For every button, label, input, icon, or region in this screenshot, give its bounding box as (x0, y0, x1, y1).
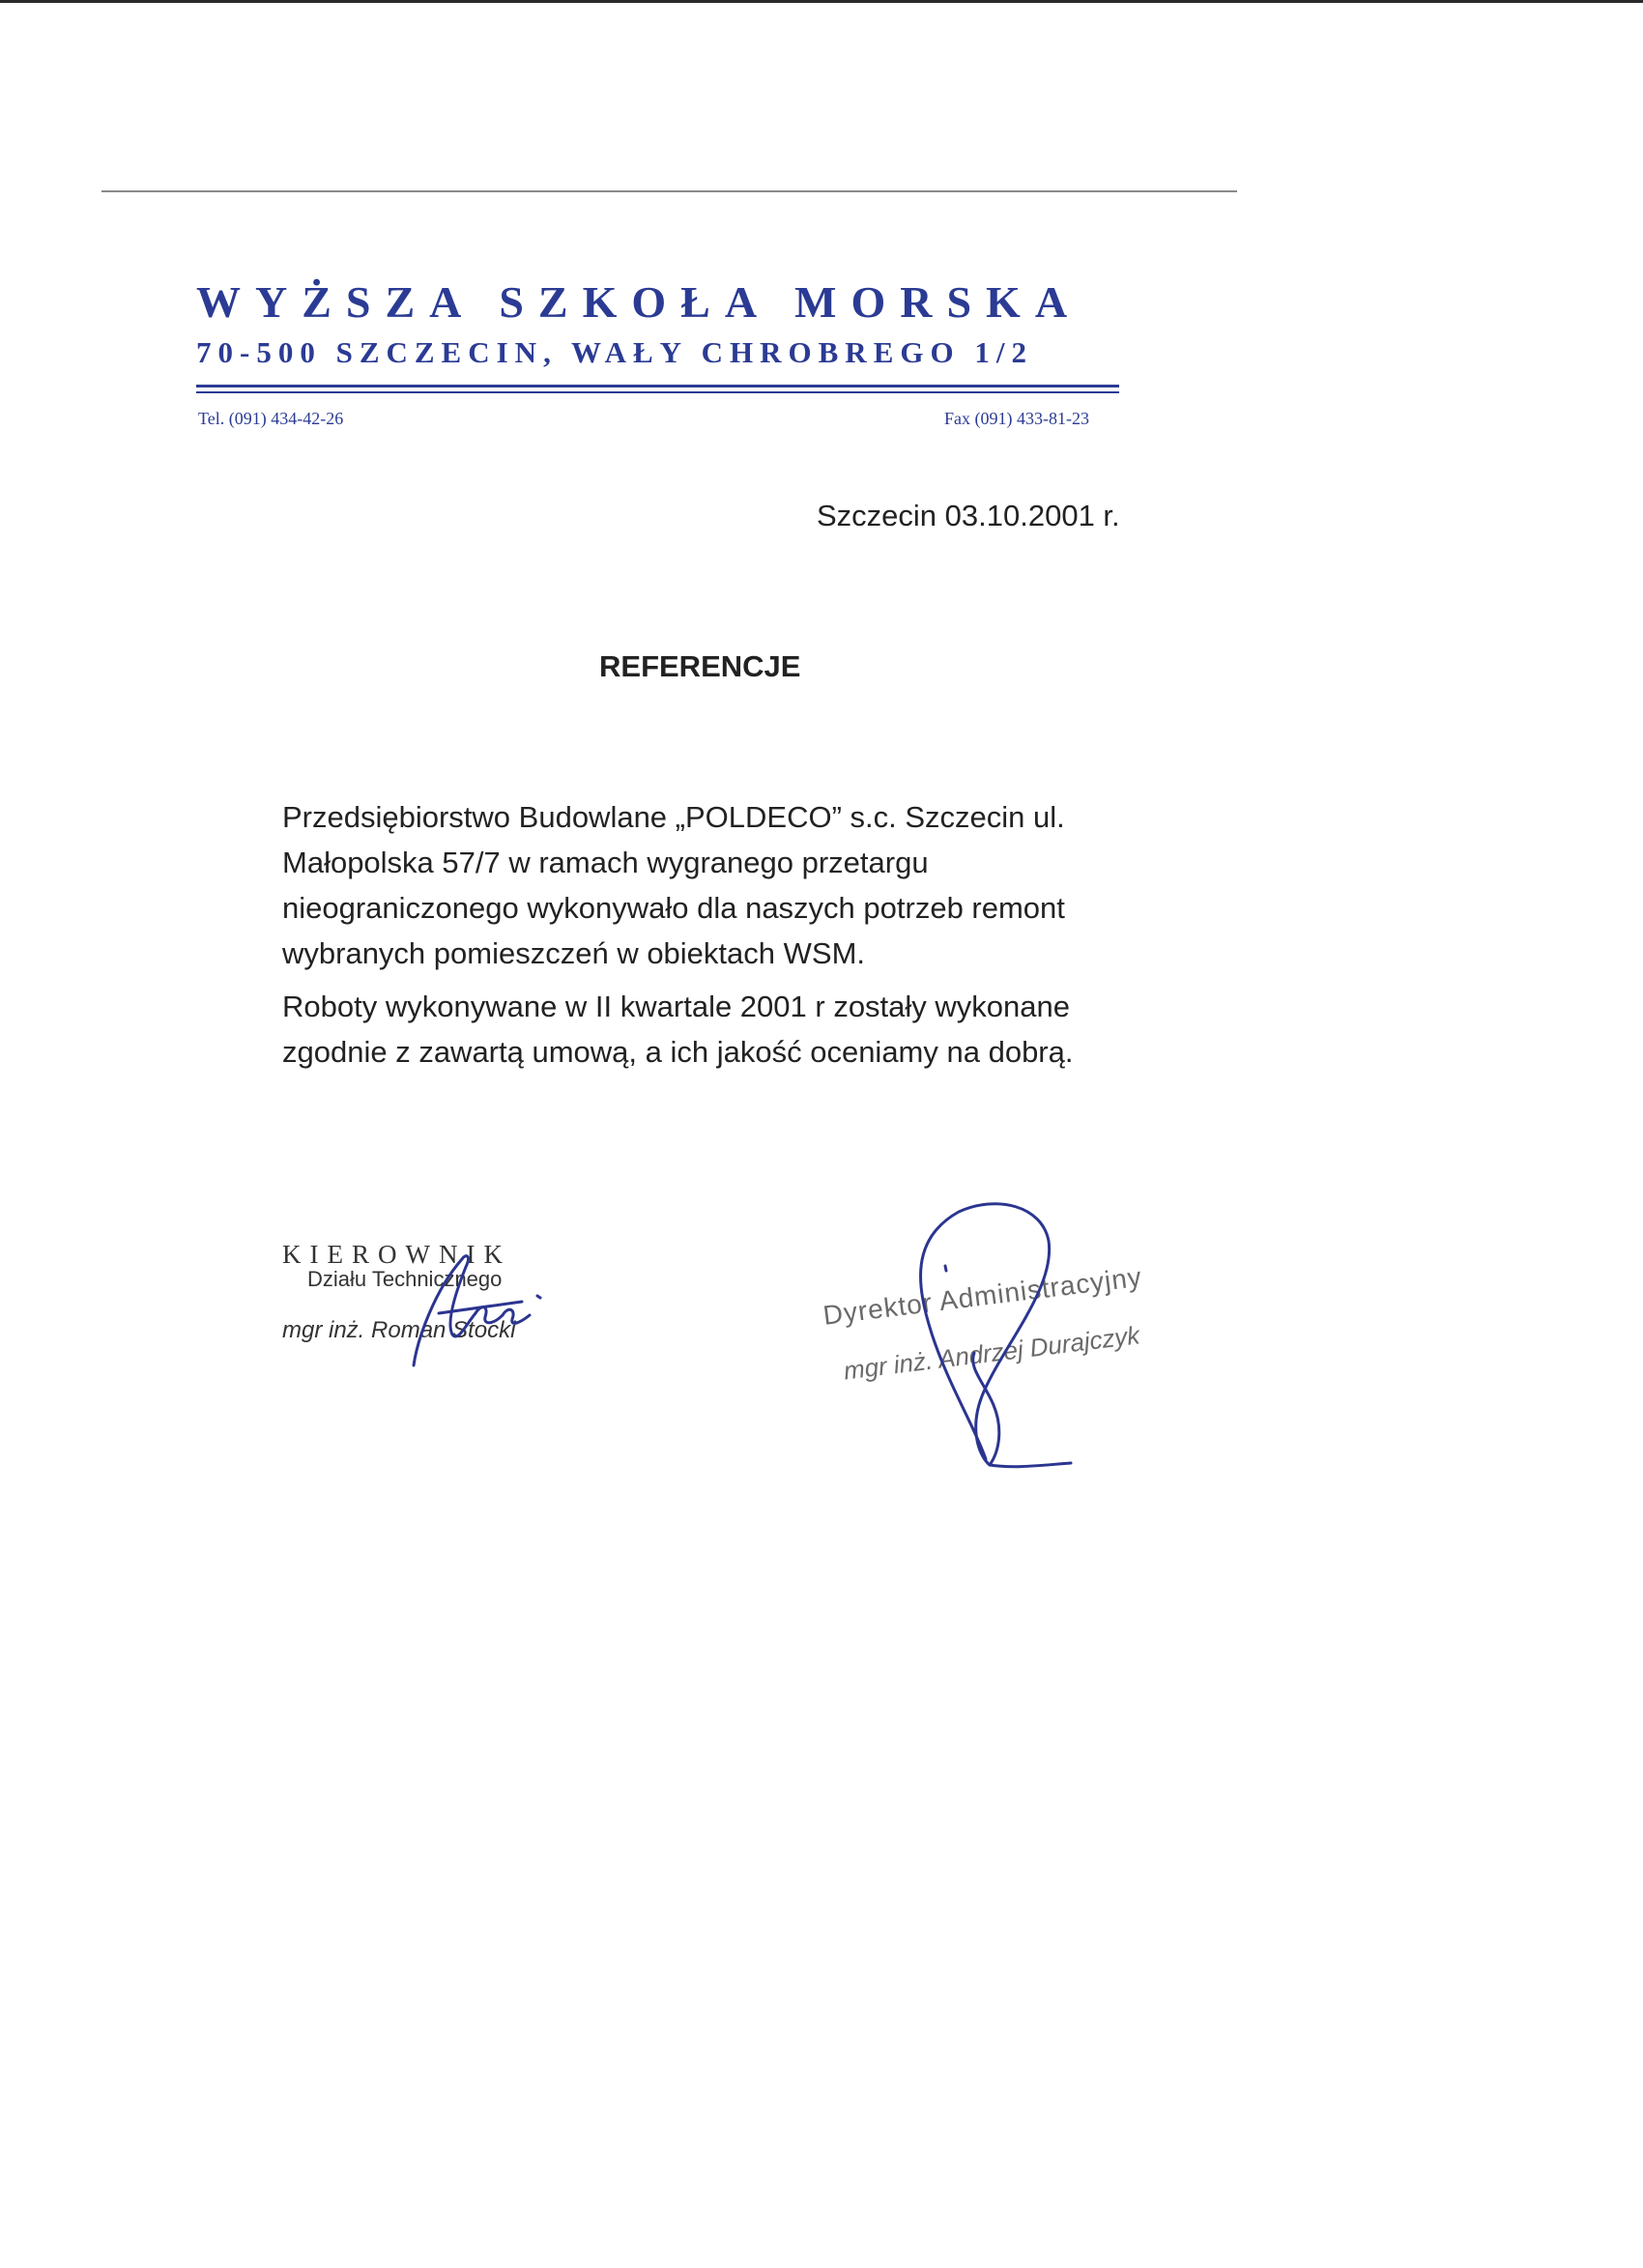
text-line: nieograniczonego wykonywało dla naszych potrzeb remont (282, 891, 1065, 925)
text-line: zgodnie z zawartą umową, a ich jakość oceniamy na dobrą. (282, 1035, 1074, 1069)
institution-address: 70-500 SZCZECIN, WAŁY CHROBREGO 1/2 (196, 335, 1033, 369)
signature-block-right (822, 1261, 1144, 1386)
signature-block-left (282, 1240, 516, 1343)
signatory-name-left: mgr inż. Roman Stocki (282, 1317, 516, 1343)
text-line: Roboty wykonywane w II kwartale 2001 r zostały wykonane (282, 990, 1071, 1023)
signatory-name-right: mgr inż. Andrzej Durajczyk (842, 1320, 1141, 1386)
signatory-title-right: Dyrektor Administracyjny (822, 1261, 1144, 1331)
letterhead-rule-thin (196, 391, 1119, 393)
letterhead-rule (196, 385, 1119, 388)
signatory-title-left: KIEROWNIK (282, 1240, 511, 1269)
paragraph-2 (282, 984, 1074, 1075)
letter-date: Szczecin 03.10.2001 r. (817, 499, 1120, 532)
text-line: Małopolska 57/7 w ramach wygranego przetargu (282, 846, 929, 879)
phone-number: Tel. (091) 434-42-26 (198, 409, 344, 428)
fax-number: Fax (091) 433-81-23 (944, 409, 1089, 428)
scan-top-edge (0, 0, 1643, 3)
signatory-department-left: Działu Technicznego (307, 1267, 503, 1291)
text-line: wybranych pomieszczeń w obiektach WSM. (282, 936, 866, 970)
institution-name: WYŻSZA SZKOŁA MORSKA (196, 277, 1082, 327)
text-line: Przedsiębiorstwo Budowlane „POLDECO” s.c. Szczecin ul. (282, 800, 1065, 834)
top-rule (101, 190, 1237, 192)
letter-title: REFERENCJE (599, 649, 801, 683)
paragraph-1 (282, 794, 1065, 976)
